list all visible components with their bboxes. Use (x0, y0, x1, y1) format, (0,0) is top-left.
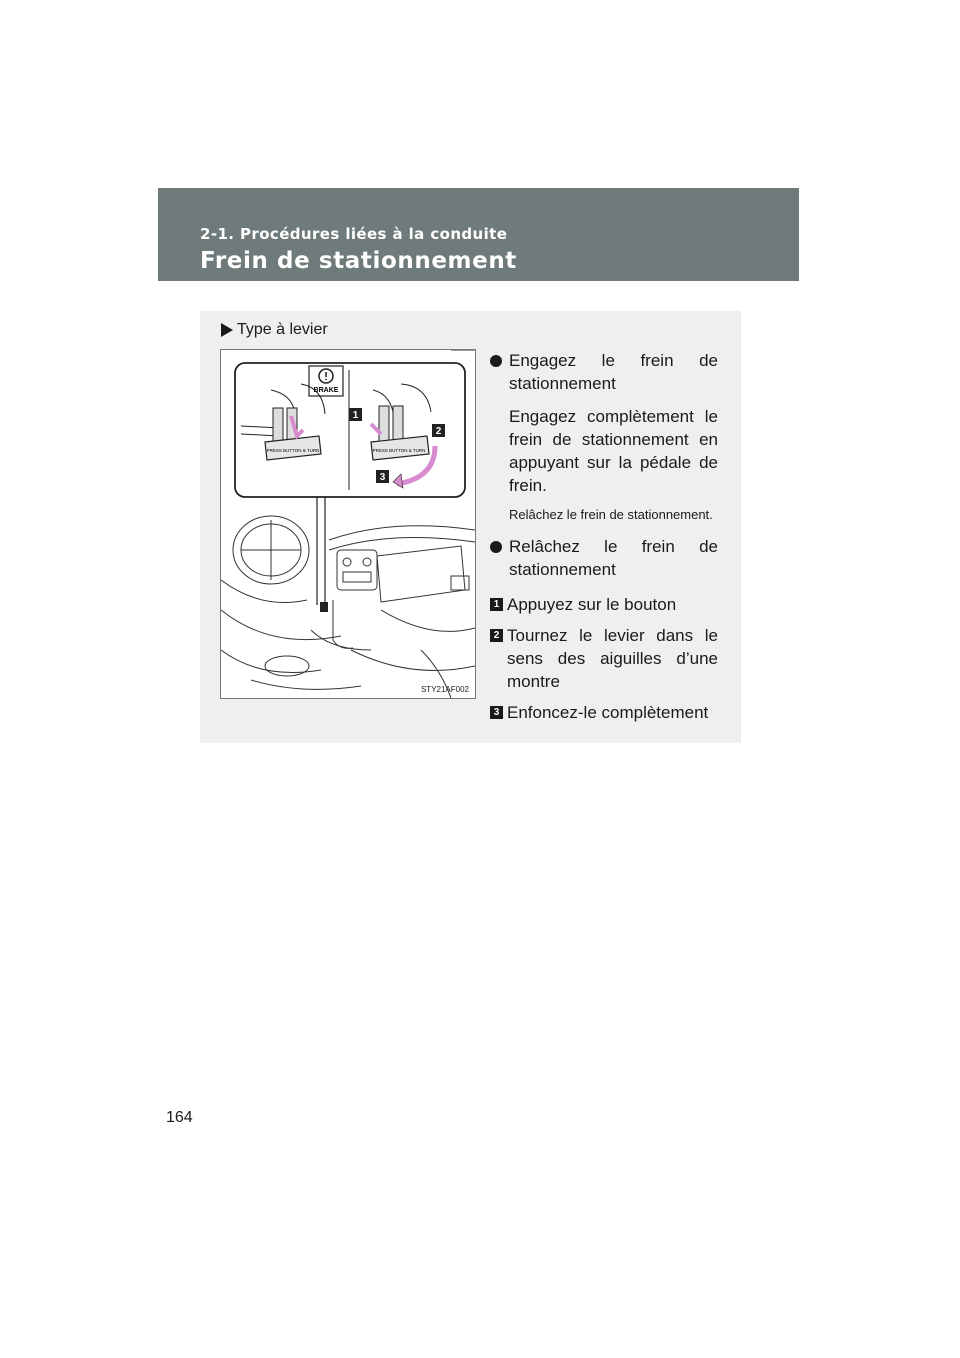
marker-2 (432, 424, 445, 437)
type-label-text: Type à levier (237, 321, 328, 338)
content-panel (200, 311, 741, 743)
instructions-column (490, 349, 718, 724)
marker-3 (376, 470, 389, 483)
bullet-icon (490, 541, 502, 553)
type-label (221, 321, 328, 339)
figure-code: STY21AF002 (420, 685, 469, 694)
release-step-2: 2 Tournez le levier dans le sens des aiguilles d’une montre (490, 624, 718, 693)
release-step-1: 1 Appuyez sur le bouton (490, 593, 718, 616)
step-number-badge: 3 (490, 706, 503, 719)
engage-heading: Engagez le frein de stationnement (490, 349, 718, 395)
bullet-icon (490, 355, 502, 367)
release-step-3: 3 Enfoncez-le complètement (490, 701, 718, 724)
engage-body: Engagez complètement le frein de stationnement en appuyant sur la pédale de frein. (509, 407, 718, 495)
brake-label: BRAKE (313, 387, 339, 394)
lever-label-left: PRESS BUTTON & TURN (266, 448, 320, 453)
engage-note: Relâchez le frein de stationnement. (509, 507, 713, 522)
marker-1 (349, 408, 362, 421)
step-number-badge: 1 (490, 598, 503, 611)
release-heading: Relâchez le frein de stationnement (490, 535, 718, 581)
section-label: 2-1. Procédures liées à la conduite (200, 225, 508, 243)
svg-text:2: 2 (435, 426, 442, 437)
triangle-right-icon (221, 323, 233, 337)
page-title: Frein de stationnement (200, 248, 517, 274)
brake-warning-icon (309, 366, 343, 396)
svg-text:1: 1 (352, 410, 359, 421)
svg-text:3: 3 (379, 472, 386, 483)
illustration-drawing (221, 350, 475, 698)
step-number-badge: 2 (490, 629, 503, 642)
chapter-header (158, 188, 799, 281)
lever-label-right: PRESS BUTTON & TURN (372, 448, 426, 453)
page-number: 164 (166, 1109, 193, 1126)
parking-brake-illustration (220, 349, 476, 699)
